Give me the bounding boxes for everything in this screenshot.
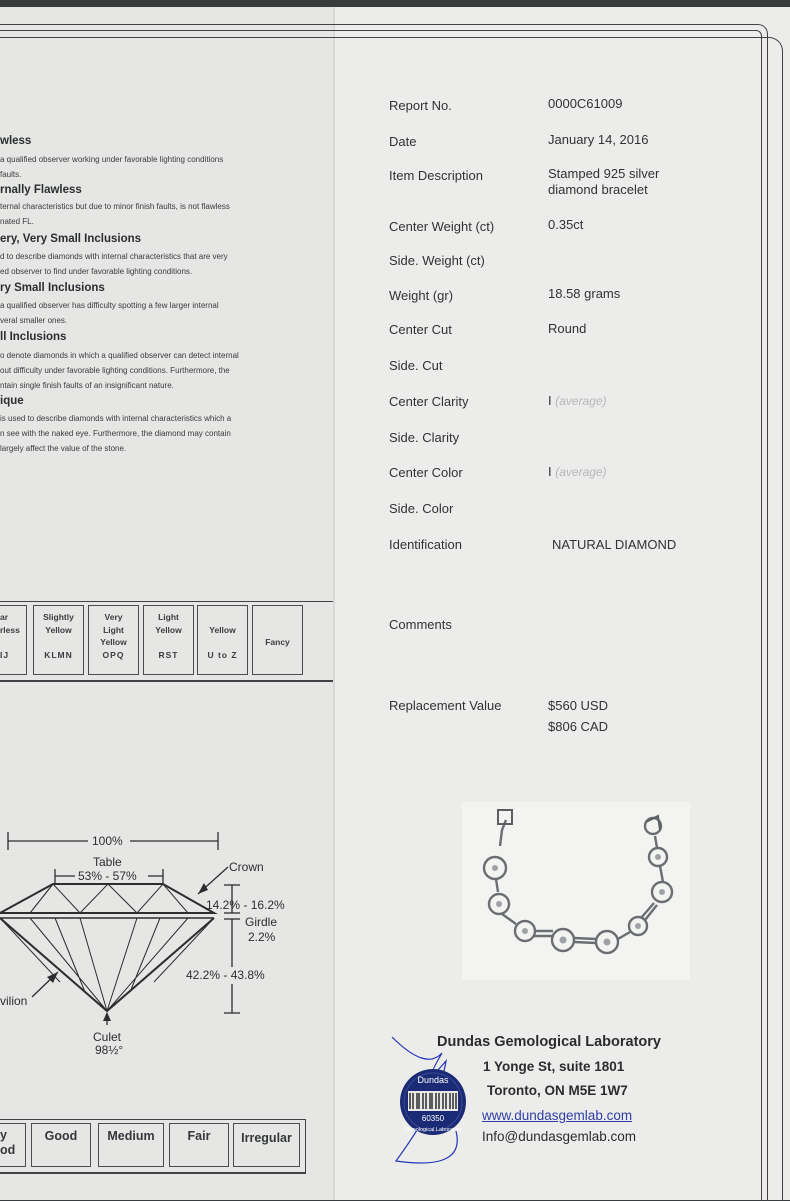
color-cell: Fancy (252, 605, 303, 675)
date-label: Date (389, 134, 417, 149)
cut-grade-cell: Fair (169, 1123, 229, 1167)
side-color-label: Side. Color (389, 501, 454, 516)
identification-value: NATURAL DIAMOND (552, 537, 677, 552)
clarity-heading: ry Small Inclusions (0, 282, 105, 294)
center-color-note: (average) (555, 465, 607, 479)
color-cell: Slightly Yellow KLMN (33, 605, 84, 675)
clarity-text: out difficulty under favorable lighting conditions. Furthermore, the (0, 366, 230, 375)
replacement-value-label: Replacement Value (389, 698, 502, 713)
clarity-text: faults. (0, 170, 22, 179)
clarity-text: largely affect the value of the stone. (0, 444, 127, 453)
table-range-label: 53% - 57% (78, 869, 137, 883)
clarity-heading: rnally Flawless (0, 184, 82, 196)
clarity-heading: wless (0, 135, 32, 147)
center-weight-value: 0.35ct (548, 217, 584, 232)
cut-grade-cell: Irregular (233, 1123, 300, 1167)
replacement-cad-value: $806 CAD (548, 719, 608, 734)
center-clarity-value (548, 393, 607, 408)
color-cell: Light Yellow RST (143, 605, 194, 675)
clarity-heading: ll Inclusions (0, 331, 67, 343)
cut-grade-cell: y od (0, 1123, 26, 1167)
center-color-grade: I (548, 464, 552, 479)
seal-number-text: 60350 (421, 1114, 445, 1123)
clarity-text: nated FL. (0, 217, 34, 226)
date-value: January 14, 2016 (548, 132, 649, 147)
pavilion-label: vilion (0, 994, 28, 1008)
clarity-text: is used to describe diamonds with internal characteristics which a (0, 414, 232, 423)
center-clarity-label: Center Clarity (389, 394, 469, 409)
lab-address-line1: 1 Yonge St, suite 1801 (483, 1059, 625, 1074)
report-no-value: 0000C61009 (548, 96, 623, 111)
report-no-label: Report No. (389, 98, 452, 113)
center-cut-label: Center Cut (389, 322, 452, 337)
clarity-heading: ique (0, 395, 24, 407)
item-description-line2: diamond bracelet (548, 182, 648, 197)
weight-value: 18.58 grams (548, 286, 621, 301)
clarity-text: veral smaller ones. (0, 316, 68, 325)
seal-top-text: Dundas (417, 1075, 449, 1085)
clarity-text: ed observer to find under favorable lighting conditions. (0, 267, 193, 276)
total-width-label: 100% (92, 834, 123, 848)
clarity-text: ternal characteristics but due to minor finish faults, is not flawless (0, 202, 230, 211)
color-cell: Yellow U to Z (197, 605, 248, 675)
item-description-label: Item Description (389, 168, 483, 183)
center-color-value (548, 464, 607, 479)
clarity-text: n see with the naked eye. Furthermore, the diamond may contain (0, 429, 231, 438)
clarity-text: o denote diamonds in which a qualified observer can detect internal (0, 351, 239, 360)
clarity-heading: ery, Very Small Inclusions (0, 233, 142, 245)
side-cut-label: Side. Cut (389, 358, 443, 373)
cut-grade-cell: Good (31, 1123, 91, 1167)
culet-label: Culet (93, 1030, 122, 1044)
pavilion-range-label: 42.2% - 43.8% (186, 968, 265, 982)
replacement-usd-value: $560 USD (548, 698, 608, 713)
seal-bottom-text: Gemological Laboratory (403, 1127, 463, 1133)
lab-name: Dundas Gemological Laboratory (437, 1034, 661, 1050)
lab-website-link[interactable]: www.dundasgemlab.com (482, 1108, 633, 1123)
clarity-text: a qualified observer has difficulty spotting a few larger internal (0, 301, 219, 310)
weight-label: Weight (gr) (389, 288, 454, 303)
clarity-text: d to describe diamonds with internal characteristics that are very (0, 252, 228, 261)
identification-label: Identification (389, 537, 462, 552)
item-description-line1: Stamped 925 silver (548, 166, 660, 181)
side-clarity-label: Side. Clarity (389, 430, 460, 445)
center-cut-value: Round (548, 321, 587, 336)
lab-address-line2: Toronto, ON M5E 1W7 (487, 1083, 628, 1098)
bracelet-photo (462, 802, 690, 980)
color-cell: ar rless IJ (0, 605, 27, 675)
crown-label: Crown (229, 860, 264, 874)
table-label: Table (93, 855, 122, 869)
color-cell: Very Light Yellow OPQ (88, 605, 139, 675)
cut-grade-cell: Medium (98, 1123, 164, 1167)
lab-seal-icon (386, 1031, 482, 1179)
certificate-sheet (0, 7, 790, 1200)
crown-range-label: 14.2% - 16.2% (206, 898, 285, 912)
girdle-label: Girdle (245, 915, 278, 929)
clarity-text: ntain single finish faults of an insignificant nature. (0, 381, 174, 390)
side-weight-label: Side. Weight (ct) (389, 253, 485, 268)
clarity-text: a qualified observer working under favorable lighting conditions (0, 155, 224, 164)
lab-email: Info@dundasgemlab.com (482, 1129, 637, 1144)
girdle-value-label: 2.2% (248, 930, 276, 944)
center-weight-label: Center Weight (ct) (389, 219, 495, 234)
center-clarity-grade: I (548, 393, 552, 408)
center-clarity-note: (average) (555, 394, 607, 408)
culet-value-label: 98½° (95, 1043, 124, 1057)
comments-label: Comments (389, 617, 452, 632)
center-color-label: Center Color (389, 465, 463, 480)
